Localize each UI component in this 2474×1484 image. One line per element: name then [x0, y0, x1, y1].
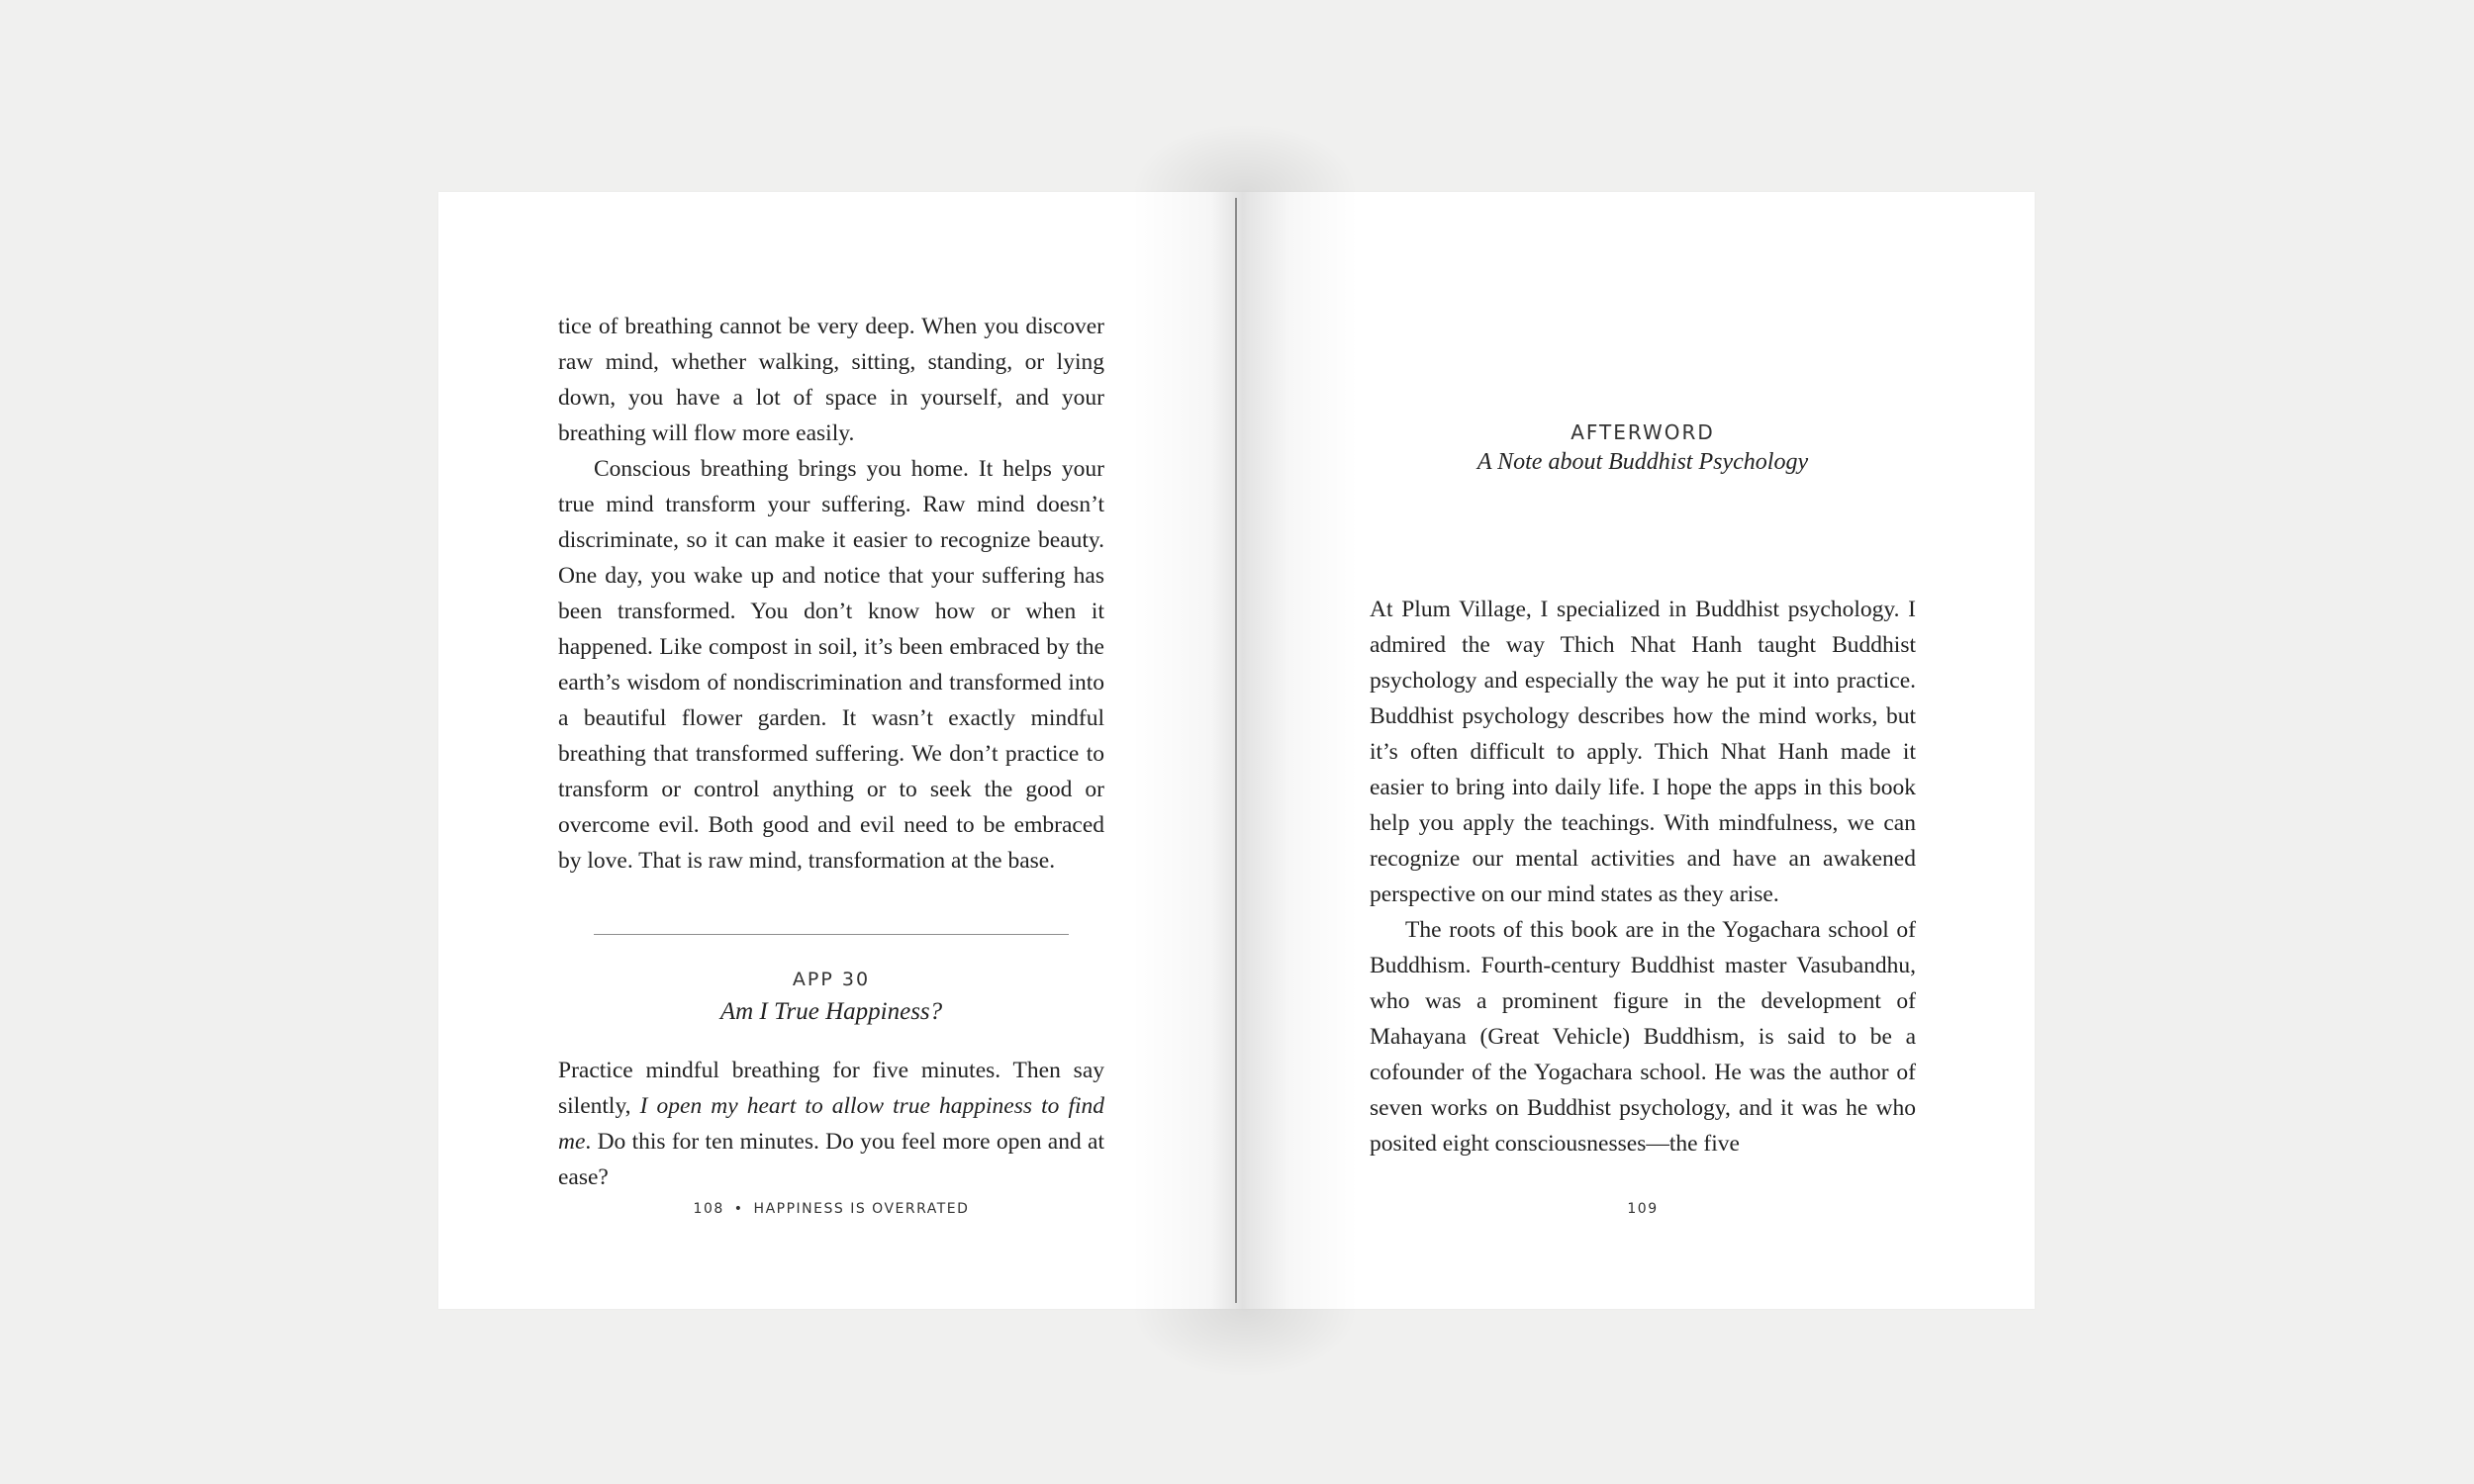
gutter-shadow-top [1131, 123, 1359, 192]
footer-bullet: • [733, 1201, 744, 1217]
left-body-text [558, 309, 1104, 879]
gutter-shadow-bottom [1131, 1309, 1359, 1378]
left-page [438, 192, 1236, 1309]
practice-end: . Do this for ten minutes. Do you feel more open and at ease? [558, 1129, 1104, 1190]
right-paragraph-1: At Plum Village, I specialized in Buddhist psychology. I admired the way Thich Nhat Hanh taught Buddhist psychology and especially the way he put it into practice. Buddhist psychology describes how the mind works, but it’s often difficult to apply. Thich Nhat Hanh made it easier to bring into daily life. I hope the apps in this book help you apply the teachings. With mindfulness, we can recognize our mental activities and have an awakened perspective on our mind states as they arise. [1370, 597, 1916, 907]
right-paragraph-2: The roots of this book are in the Yogachara school of Buddhism. Fourth-century Buddhist master Vasubandhu, who was a prominent figure in the development of Mahayana (Great Vehicle) Buddhism, is said to be a cofounder of the Yogachara school. He was the author of seven works on Buddhist psychology, and it was he who posited eight consciousnesses—the five [1370, 917, 1916, 1157]
right-body-text [1370, 592, 1916, 1161]
gutter-line [1235, 198, 1237, 1303]
right-page-number: 109 [1627, 1201, 1659, 1217]
left-footer [558, 1201, 1104, 1217]
left-paragraph-2: Conscious breathing brings you home. It helps your true mind transform your suffering. Raw mind doesn’t discriminate, so it can make it easier to recognize beauty. One day, you wake up and notice that your suffering has been transformed. You don’t know how or when it happened. Like compost in soil, it’s been embraced by the earth’s wisdom of nondiscrimination and transformed into a beautiful flower garden. It wasn’t exactly mindful breathing that transformed suffering. We don’t practice to transform or control anything or to seek the good or overcome evil. Both good and evil need to be embraced by love. That is raw mind, transformation at the base. [558, 456, 1104, 874]
afterword-label: AFTERWORD [1570, 420, 1715, 444]
app-title: Am I True Happiness? [719, 998, 943, 1025]
section-divider [594, 934, 1069, 935]
app-label: APP 30 [792, 969, 871, 990]
practice-quote: I open my heart to allow true happiness to find me [558, 1093, 1105, 1155]
afterword-title: A Note about Buddhist Psychology [1476, 449, 1809, 475]
right-footer [1370, 1201, 1916, 1217]
practice-intro: Practice mindful breathing for five minutes. Then say silently, [558, 1058, 1104, 1119]
running-head: HAPPINESS IS OVERRATED [753, 1201, 970, 1217]
left-paragraph-1: tice of breathing cannot be very deep. When you discover raw mind, whether walking, sitting, standing, or lying down, you have a lot of space in yourself, and your breathing will flow more easily. [558, 314, 1104, 446]
left-page-number: 108 [693, 1201, 724, 1217]
book-spread [438, 192, 2035, 1309]
practice-text [558, 1053, 1104, 1195]
right-page [1237, 192, 2035, 1309]
